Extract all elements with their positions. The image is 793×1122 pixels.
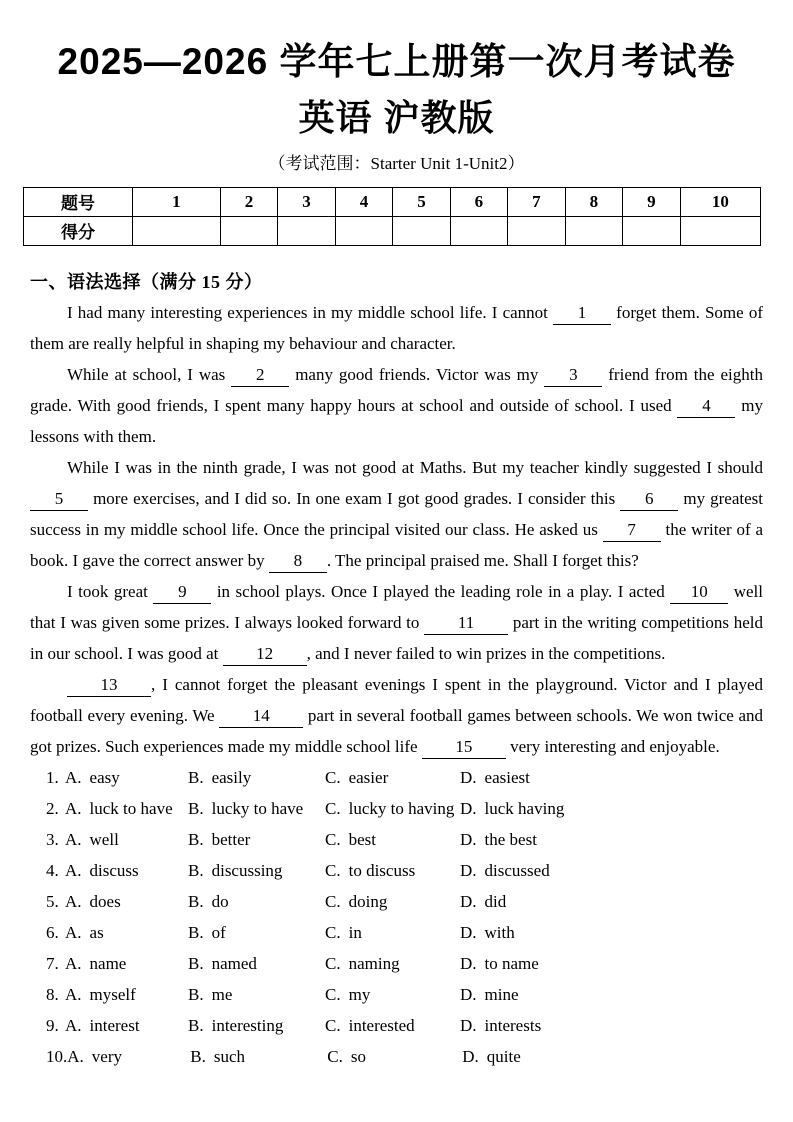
option-text: my	[348, 984, 371, 1004]
passage-paragraph-5: 13 , I cannot forget the pleasant evenings I spent in the playground. Victor and I played football every evening. We 14 part in several football games between schools. We won twice and got prizes. Such experiences made my middle school life 15 very interesting and enjoyable.	[30, 669, 763, 762]
option-text: doing	[348, 891, 388, 911]
option-letter: C.	[325, 829, 341, 849]
score-table-label-score: 得分	[24, 216, 133, 245]
option-number-3: 3.	[46, 829, 59, 849]
option-5-d	[460, 886, 763, 917]
question-number-cell-1: 1	[133, 187, 221, 216]
option-number-5: 5.	[46, 891, 59, 911]
passage-paragraph-1: I had many interesting experiences in my middle school life. I cannot 1 forget them. Some of them are really helpful in shaping my behaviour and character.	[30, 302, 763, 353]
option-letter: A.	[65, 891, 82, 911]
option-text: discussed	[484, 860, 550, 880]
answer-blank-6: 6	[620, 489, 678, 511]
option-letter: B.	[188, 984, 204, 1004]
option-text: lucky to have	[211, 798, 304, 818]
answer-blank-13: 13	[67, 675, 151, 697]
option-text: easy	[89, 767, 120, 787]
option-text: so	[350, 1046, 366, 1066]
option-text: to discuss	[348, 860, 416, 880]
option-text: myself	[89, 984, 136, 1004]
option-number-4: 4.	[46, 860, 59, 880]
option-row-10	[46, 1041, 763, 1072]
passage-paragraph-3: While I was in the ninth grade, I was not good at Maths. But my teacher kindly suggested I should 5 more exercises, and I did so. In one exam I got good grades. I consider this 6 my greatest success in my middle school life. Once the principal visited our class. He asked us 7 the writer of a book. I gave the correct answer by 8 . The principal praised me. Shall I forget this?	[30, 452, 763, 576]
option-letter: A.	[65, 922, 82, 942]
option-letter: C.	[325, 767, 341, 787]
option-number-7: 7.	[46, 953, 59, 973]
score-table-label-question-number: 题号	[24, 187, 133, 216]
option-letter: D.	[460, 860, 477, 880]
option-row-9	[46, 1010, 763, 1041]
option-letter: B.	[188, 829, 204, 849]
option-8-c	[325, 979, 460, 1010]
option-letter: A.	[65, 953, 82, 973]
option-1-d	[460, 762, 763, 793]
option-letter: B.	[188, 798, 204, 818]
answer-blank-4: 4	[677, 396, 735, 418]
option-text: very	[91, 1046, 122, 1066]
option-text: the best	[484, 829, 537, 849]
option-letter: D.	[460, 984, 477, 1004]
option-row-4	[46, 855, 763, 886]
answer-blank-11: 11	[424, 613, 508, 635]
option-text: such	[213, 1046, 246, 1066]
option-letter: B.	[188, 1015, 204, 1035]
answer-blank-12: 12	[223, 644, 307, 666]
option-letter: D.	[460, 798, 477, 818]
option-text: does	[89, 891, 121, 911]
option-text: discuss	[89, 860, 139, 880]
option-number-8: 8.	[46, 984, 59, 1004]
option-text: better	[211, 829, 251, 849]
score-value-cell-2	[220, 216, 277, 245]
option-letter: D.	[460, 767, 477, 787]
question-number-cell-6: 6	[450, 187, 507, 216]
option-4-a	[65, 855, 188, 886]
option-7-a	[65, 948, 188, 979]
option-text: luck to have	[89, 798, 173, 818]
option-9-b	[188, 1010, 325, 1041]
option-letter: C.	[325, 922, 341, 942]
score-table-score-row	[24, 216, 761, 245]
option-letter: B.	[190, 1046, 206, 1066]
option-row-8	[46, 979, 763, 1010]
option-letter: C.	[325, 798, 341, 818]
option-number-2: 2.	[46, 798, 59, 818]
score-table-header-row	[24, 187, 761, 216]
question-number-cell-8: 8	[565, 187, 622, 216]
option-10-c	[327, 1041, 462, 1072]
option-text: easier	[348, 767, 389, 787]
option-5-b	[188, 886, 325, 917]
option-6-a	[65, 917, 188, 948]
cloze-passage	[30, 297, 763, 762]
answer-blank-15: 15	[422, 737, 506, 759]
option-text: interested	[348, 1015, 415, 1035]
option-letter: C.	[325, 860, 341, 880]
passage-paragraph-4: I took great 9 in school plays. Once I played the leading role in a play. I acted 10 well that I was given some prizes. I always looked forward to 11 part in the writing competitions held in our school. I was good at 12 , and I never failed to win prizes in the competitions.	[30, 576, 763, 669]
option-letter: B.	[188, 891, 204, 911]
score-table-body	[24, 187, 761, 245]
option-text: do	[211, 891, 229, 911]
score-value-cell-6	[450, 216, 507, 245]
question-number-cell-9: 9	[623, 187, 680, 216]
option-row-7	[46, 948, 763, 979]
answer-blank-8: 8	[269, 551, 327, 573]
option-letter: C.	[325, 953, 341, 973]
option-letter: D.	[460, 953, 477, 973]
option-letter: A.	[65, 829, 82, 849]
option-8-d	[460, 979, 763, 1010]
option-text: interest	[89, 1015, 140, 1035]
question-number-cell-10: 10	[680, 187, 760, 216]
option-letter: D.	[460, 1015, 477, 1035]
option-letter: B.	[188, 860, 204, 880]
question-number-cell-3: 3	[278, 187, 335, 216]
option-text: to name	[484, 953, 539, 973]
option-7-c	[325, 948, 460, 979]
option-9-c	[325, 1010, 460, 1041]
option-7-d	[460, 948, 763, 979]
score-value-cell-3	[278, 216, 335, 245]
option-1-b	[188, 762, 325, 793]
question-number-cell-2: 2	[220, 187, 277, 216]
option-1-c	[325, 762, 460, 793]
option-letter: C.	[327, 1046, 343, 1066]
option-letter: D.	[462, 1046, 479, 1066]
score-value-cell-10	[680, 216, 760, 245]
option-letter: B.	[188, 953, 204, 973]
option-6-b	[188, 917, 325, 948]
option-letter: B.	[188, 767, 204, 787]
passage-paragraph-2: While at school, I was 2 many good friends. Victor was my 3 friend from the eighth grade. With good friends, I spent many happy hours at school and outside of school. I used 4 my lessons with them.	[30, 364, 763, 446]
option-text: easiest	[484, 767, 530, 787]
option-row-2	[46, 793, 763, 824]
answer-blank-9: 9	[153, 582, 211, 604]
option-letter: A.	[65, 984, 82, 1004]
option-text: interests	[484, 1015, 542, 1035]
question-number-cell-7: 7	[508, 187, 565, 216]
answer-blank-7: 7	[603, 520, 661, 542]
option-letter: D.	[460, 891, 477, 911]
option-text: in	[348, 922, 362, 942]
option-text: of	[211, 922, 226, 942]
option-text: mine	[484, 984, 519, 1004]
option-number-10: 10.	[46, 1046, 68, 1066]
option-4-b	[188, 855, 325, 886]
answer-blank-10: 10	[670, 582, 728, 604]
question-number-cell-5: 5	[393, 187, 450, 216]
option-2-b	[188, 793, 325, 824]
option-row-1	[46, 762, 763, 793]
option-letter: A.	[65, 767, 82, 787]
option-text: quite	[486, 1046, 521, 1066]
option-number-6: 6.	[46, 922, 59, 942]
exam-title-line1: 2025—2026 学年七上册第一次月考试卷	[57, 41, 736, 82]
option-4-d	[460, 855, 763, 886]
option-text: did	[484, 891, 507, 911]
option-number-9: 9.	[46, 1015, 59, 1035]
option-letter: A.	[67, 1046, 84, 1066]
score-value-cell-8	[565, 216, 622, 245]
option-letter: A.	[65, 798, 82, 818]
option-5-a	[65, 886, 188, 917]
options-list	[30, 762, 763, 1072]
option-2-d	[460, 793, 763, 824]
option-3-b	[188, 824, 325, 855]
option-8-a	[65, 979, 188, 1010]
option-6-d	[460, 917, 763, 948]
score-value-cell-9	[623, 216, 680, 245]
option-text: well	[89, 829, 119, 849]
option-row-6	[46, 917, 763, 948]
option-text: interesting	[211, 1015, 284, 1035]
exam-scope-note: （考试范围：Starter Unit 1-Unit2）	[268, 153, 525, 173]
exam-title-line2: 英语 沪教版	[298, 97, 495, 139]
answer-blank-3: 3	[544, 365, 602, 387]
answer-blank-5: 5	[30, 489, 88, 511]
question-number-cell-4: 4	[335, 187, 392, 216]
option-text: as	[89, 922, 104, 942]
option-1-a	[65, 762, 188, 793]
answer-blank-14: 14	[219, 706, 303, 728]
option-text: best	[348, 829, 376, 849]
option-4-c	[325, 855, 460, 886]
option-10-a	[67, 1041, 190, 1072]
score-value-cell-5	[393, 216, 450, 245]
option-3-d	[460, 824, 763, 855]
option-text: me	[211, 984, 233, 1004]
option-8-b	[188, 979, 325, 1010]
answer-blank-2: 2	[231, 365, 289, 387]
score-value-cell-7	[508, 216, 565, 245]
option-letter: D.	[460, 922, 477, 942]
answer-blank-1: 1	[553, 303, 611, 325]
option-text: naming	[348, 953, 400, 973]
option-letter: D.	[460, 829, 477, 849]
option-text: easily	[211, 767, 252, 787]
option-text: with	[484, 922, 515, 942]
option-letter: B.	[188, 922, 204, 942]
section-one-heading: 一、语法选择（满分 15 分）	[30, 271, 263, 292]
option-10-d	[462, 1041, 763, 1072]
option-letter: C.	[325, 1015, 341, 1035]
score-table	[23, 187, 761, 246]
option-letter: C.	[325, 891, 341, 911]
option-10-b	[190, 1041, 327, 1072]
option-2-c	[325, 793, 460, 824]
option-row-3	[46, 824, 763, 855]
option-letter: C.	[325, 984, 341, 1004]
option-row-5	[46, 886, 763, 917]
option-number-1: 1.	[46, 767, 59, 787]
option-3-a	[65, 824, 188, 855]
option-5-c	[325, 886, 460, 917]
option-text: discussing	[211, 860, 283, 880]
option-text: luck having	[484, 798, 565, 818]
option-letter: A.	[65, 1015, 82, 1035]
option-letter: A.	[65, 860, 82, 880]
score-value-cell-4	[335, 216, 392, 245]
option-3-c	[325, 824, 460, 855]
option-9-a	[65, 1010, 188, 1041]
option-7-b	[188, 948, 325, 979]
option-6-c	[325, 917, 460, 948]
option-text: named	[211, 953, 257, 973]
option-9-d	[460, 1010, 763, 1041]
option-text: name	[89, 953, 127, 973]
option-text: lucky to having	[348, 798, 455, 818]
score-value-cell-1	[133, 216, 221, 245]
option-2-a	[65, 793, 188, 824]
